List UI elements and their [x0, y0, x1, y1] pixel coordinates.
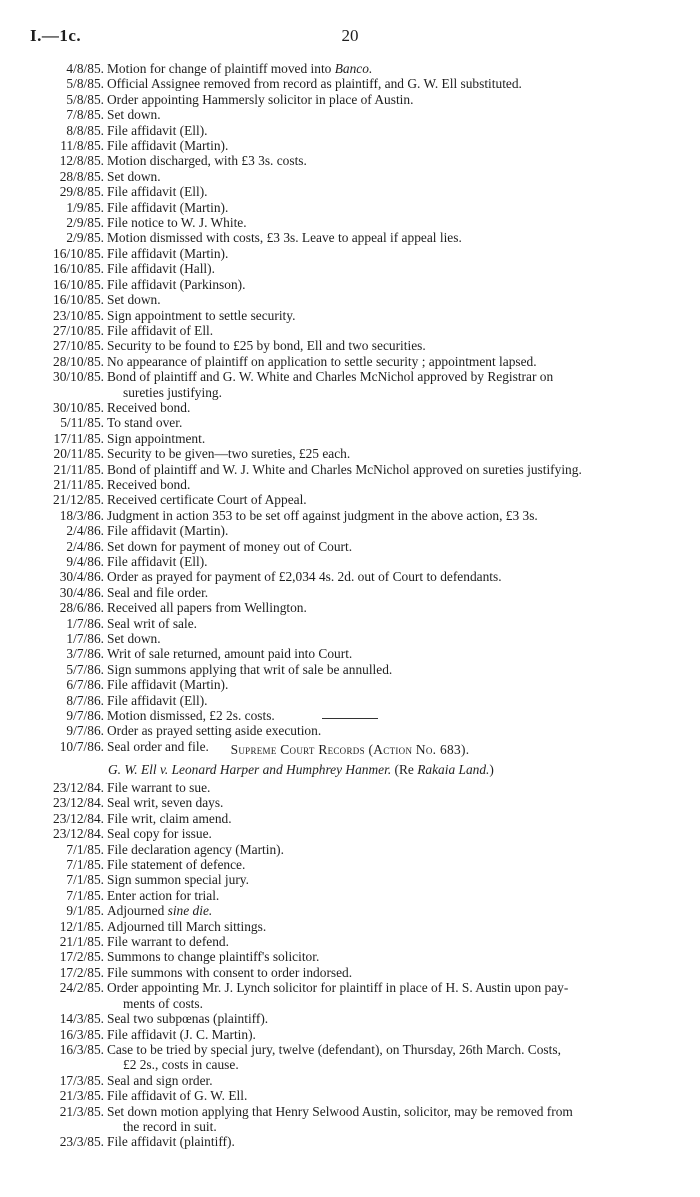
entry-row — [0, 569, 700, 584]
entry-text-main: Seal and sign order. — [107, 1072, 213, 1088]
entry-date: 10/7/86. — [59, 738, 104, 754]
entry-row — [0, 338, 700, 353]
entry-date: 9/4/86. — [66, 554, 104, 569]
entry-date: 21/1/85. — [59, 934, 104, 950]
entry-date: 2/4/86. — [66, 523, 104, 539]
entry-row — [0, 61, 700, 76]
entry-row — [0, 415, 700, 430]
entry-text-continuation: £2 2s., costs in cause. — [123, 1057, 239, 1073]
entry-date: 17/11/85. — [53, 430, 104, 446]
entry-row — [0, 646, 700, 661]
entry-row — [0, 888, 700, 903]
entry-text — [107, 523, 663, 538]
entries-list-action-683 — [0, 780, 700, 1150]
entry-date: 16/3/85. — [59, 1041, 104, 1057]
entry-row — [0, 857, 700, 872]
page-number: 20 — [341, 26, 359, 45]
entry-text — [107, 369, 663, 400]
entry-date: 21/3/85. — [59, 1088, 104, 1104]
entry-row — [0, 277, 700, 292]
entry-date: 18/3/86. — [59, 507, 104, 523]
entry-text — [107, 934, 663, 949]
entry-text — [107, 400, 663, 415]
entry-text — [107, 780, 663, 795]
entry-date: 1/7/86. — [66, 615, 104, 631]
entry-row — [0, 138, 700, 153]
entry-row — [0, 308, 700, 323]
entry-date: 1/7/86. — [66, 631, 104, 647]
entry-row — [0, 600, 700, 615]
entry-text — [107, 354, 663, 369]
entry-row — [0, 76, 700, 91]
entry-text-main: File affidavit (Martin). — [107, 138, 229, 154]
entry-text — [107, 1134, 663, 1149]
entry-text-continuation: ments of costs. — [123, 995, 203, 1011]
entry-text — [107, 1104, 663, 1135]
entry-text-main: File affidavit of G. W. Ell. — [107, 1088, 248, 1104]
entry-date: 23/12/84. — [53, 795, 104, 811]
entry-text-main: File writ, claim amend. — [107, 810, 232, 826]
entry-text — [107, 292, 663, 307]
entry-text-main: File affidavit (Martin). — [107, 677, 229, 693]
entry-text-main: Order as prayed for payment of £2,034 4s. 2d. out of Court to defendants. — [107, 569, 502, 585]
entry-text-main: Order as prayed setting aside execution. — [107, 723, 322, 739]
entry-date: 5/8/85. — [66, 76, 104, 92]
entry-row — [0, 842, 700, 857]
entry-text-main: No appearance of plaintiff on application to settle security ; appointment lapsed. — [107, 353, 537, 369]
entry-row — [0, 246, 700, 261]
entry-row — [0, 1027, 700, 1042]
entry-text-main: Motion for change of plaintiff moved into — [107, 61, 335, 76]
entry-text-main: Seal writ, seven days. — [107, 795, 224, 811]
entry-date: 17/3/85. — [59, 1072, 104, 1088]
entry-text — [107, 431, 663, 446]
entry-row — [0, 369, 700, 400]
entry-text — [107, 646, 663, 661]
entry-date: 9/7/86. — [66, 723, 104, 739]
section-divider — [322, 718, 378, 719]
entry-date: 28/6/86. — [59, 600, 104, 616]
entry-text — [107, 446, 663, 461]
entry-row — [0, 811, 700, 826]
entry-row — [0, 1042, 700, 1073]
entry-text — [107, 795, 663, 810]
entry-text-italic: sine die. — [167, 903, 213, 919]
entry-text — [107, 477, 663, 492]
entry-row — [0, 92, 700, 107]
entry-text — [107, 338, 663, 353]
entry-text — [107, 872, 663, 887]
entry-row — [0, 261, 700, 276]
entry-text-main: File notice to W. J. White. — [107, 215, 247, 231]
entry-row — [0, 215, 700, 230]
entry-text-main: Official Assignee removed from record as plaintiff, and G. W. Ell substituted. — [107, 76, 522, 92]
entry-date: 2/9/85. — [66, 230, 104, 246]
entry-text-main: File affidavit (Martin). — [107, 199, 229, 215]
entry-text-main: Seal order and file. — [107, 738, 209, 754]
entry-date: 4/8/85. — [66, 61, 104, 76]
entry-date: 5/7/86. — [66, 661, 104, 677]
entry-text-main: Set down for payment of money out of Court. — [107, 538, 353, 554]
entry-text-italic: Banco. — [334, 61, 373, 76]
entry-text-main: Seal and file order. — [107, 584, 209, 600]
entry-text-main: Set down. — [107, 292, 161, 308]
entry-date: 20/11/85. — [53, 446, 104, 462]
entry-text — [107, 662, 663, 677]
entry-text-main: Motion discharged, with £3 3s. costs. — [107, 153, 307, 169]
entry-text — [107, 215, 663, 230]
entry-text — [107, 323, 663, 338]
entry-text-main: File affidavit (Martin). — [107, 523, 229, 539]
entry-text-main: File affidavit (Hall). — [107, 261, 215, 277]
entry-text-main: Adjourned — [107, 903, 168, 919]
entry-date: 29/8/85. — [59, 184, 104, 200]
entry-date: 21/3/85. — [59, 1103, 104, 1119]
entry-text-main: File affidavit (Parkinson). — [107, 276, 246, 292]
entry-text — [107, 842, 663, 857]
entry-row — [0, 780, 700, 795]
entry-date: 27/10/85. — [53, 322, 104, 338]
entry-text-main: Motion dismissed with costs, £3 3s. Leave to appeal if appeal lies. — [107, 230, 462, 246]
entry-row — [0, 662, 700, 677]
entry-text — [107, 554, 663, 569]
entry-date: 14/3/85. — [59, 1011, 104, 1027]
entry-row — [0, 919, 700, 934]
entry-text-main: Received all papers from Wellington. — [107, 600, 307, 616]
entry-text — [107, 76, 663, 91]
case-caption — [108, 762, 494, 778]
entry-text-main: Set down. — [107, 168, 161, 184]
entry-text — [107, 1073, 663, 1088]
entry-date: 8/8/85. — [66, 122, 104, 138]
entry-row — [0, 354, 700, 369]
entry-text-main: Sign summons applying that writ of sale be annulled. — [107, 661, 393, 677]
entry-text — [107, 153, 663, 168]
entry-text — [107, 1042, 663, 1073]
entry-text — [107, 888, 663, 903]
entry-text-main: Sign appointment to settle security. — [107, 307, 296, 323]
entry-date: 24/2/85. — [59, 980, 104, 996]
entry-row — [0, 446, 700, 461]
entry-text — [107, 462, 663, 477]
entry-text-main: Order appointing Mr. J. Lynch solicitor for plaintiff in place of H. S. Austin upon pay- — [107, 980, 569, 996]
entry-row — [0, 708, 700, 723]
entry-text — [107, 949, 663, 964]
entry-text — [107, 919, 663, 934]
entry-text-main: File affidavit of Ell. — [107, 322, 214, 338]
entry-text-main: Set down. — [107, 631, 161, 647]
entry-text-continuation: sureties justifying. — [123, 384, 222, 400]
entry-text-main: To stand over. — [107, 415, 183, 431]
entry-date: 23/12/84. — [53, 780, 104, 795]
entry-row — [0, 1104, 700, 1135]
entry-text-main: Received certificate Court of Appeal. — [107, 492, 307, 508]
entry-text-main: Received bond. — [107, 476, 191, 492]
entry-row — [0, 677, 700, 692]
entry-date: 30/10/85. — [53, 369, 104, 385]
document-code: I.—1c. — [30, 26, 82, 45]
entry-date: 21/12/85. — [53, 492, 104, 508]
entry-text-main: File affidavit (Ell). — [107, 122, 208, 138]
entry-text-main: Motion dismissed, £2 2s. costs. — [107, 708, 275, 724]
entry-text — [107, 508, 663, 523]
entry-date: 1/9/85. — [66, 199, 104, 215]
entry-row — [0, 723, 700, 738]
entry-text — [107, 708, 663, 723]
entry-row — [0, 554, 700, 569]
entry-row — [0, 492, 700, 507]
entry-row — [0, 872, 700, 887]
entry-text — [107, 277, 663, 292]
entry-row — [0, 1088, 700, 1103]
entry-date: 6/7/86. — [66, 677, 104, 693]
entry-text-main: Bond of plaintiff and W. J. White and Charles McNichol approved on sureties justifying. — [107, 461, 582, 477]
entry-text-main: File warrant to defend. — [107, 934, 229, 950]
entry-row — [0, 200, 700, 215]
entry-text — [107, 826, 663, 841]
case-re-subject: Rakaia Land. — [417, 762, 490, 777]
entry-date: 5/8/85. — [66, 91, 104, 107]
entry-text-main: File statement of defence. — [107, 857, 246, 873]
entry-text-main: File affidavit (Martin). — [107, 245, 229, 261]
entry-text-main: File declaration agency (Martin). — [107, 841, 284, 857]
entry-text — [107, 600, 663, 615]
entry-text-main: File summons with consent to order indorsed. — [107, 964, 353, 980]
entry-text-main: Seal two subpœnas (plaintiff). — [107, 1011, 269, 1027]
entry-text — [107, 723, 663, 738]
entry-text — [107, 92, 663, 107]
entry-date: 28/8/85. — [59, 168, 104, 184]
entry-date: 16/10/85. — [53, 276, 104, 292]
entry-text — [107, 677, 663, 692]
entry-date: 12/8/85. — [59, 153, 104, 169]
entry-row — [0, 903, 700, 918]
entry-row — [0, 693, 700, 708]
entry-date: 30/4/86. — [59, 569, 104, 585]
entries-list-action-1 — [0, 61, 700, 754]
entry-row — [0, 1011, 700, 1026]
entry-text-main: Sign appointment. — [107, 430, 206, 446]
entry-text — [107, 261, 663, 276]
entry-text — [107, 308, 663, 323]
entry-text-main: File affidavit (Ell). — [107, 692, 208, 708]
entry-text — [107, 1027, 663, 1042]
entry-text — [107, 138, 663, 153]
entry-row — [0, 1073, 700, 1088]
entry-date: 9/1/85. — [66, 903, 104, 919]
entry-date: 11/8/85. — [60, 138, 104, 154]
entry-row — [0, 323, 700, 338]
entry-text-main: Bond of plaintiff and G. W. White and Charles McNichol approved by Registrar on — [107, 369, 554, 385]
entry-row — [0, 539, 700, 554]
entry-text — [107, 980, 663, 1011]
entry-row — [0, 795, 700, 810]
entry-row — [0, 826, 700, 841]
entry-date: 7/8/85. — [66, 107, 104, 123]
entry-date: 9/7/86. — [66, 708, 104, 724]
entry-date: 7/1/85. — [66, 887, 104, 903]
entry-text — [107, 1088, 663, 1103]
entry-date: 2/9/85. — [66, 215, 104, 231]
section-title: Supreme Court Records (Action No. 683). — [230, 742, 470, 757]
entry-text-main: Writ of sale returned, amount paid into Court. — [107, 646, 353, 662]
entry-text-continuation: the record in suit. — [123, 1118, 217, 1134]
entry-row — [0, 631, 700, 646]
entry-date: 7/1/85. — [66, 857, 104, 873]
entry-text-main: Summons to change plaintiff's solicitor. — [107, 949, 320, 965]
entry-text-main: File affidavit (Ell). — [107, 184, 208, 200]
entry-date: 17/2/85. — [59, 949, 104, 965]
entry-row — [0, 292, 700, 307]
entry-date: 16/10/85. — [53, 292, 104, 308]
entry-text — [107, 123, 663, 138]
entry-date: 23/12/84. — [53, 826, 104, 842]
entry-row — [0, 431, 700, 446]
entry-date: 27/10/85. — [53, 338, 104, 354]
entry-text — [107, 169, 663, 184]
entry-date: 8/7/86. — [66, 692, 104, 708]
entry-row — [0, 107, 700, 122]
entry-row — [0, 169, 700, 184]
entry-text-main: File warrant to sue. — [107, 780, 211, 795]
entry-text — [107, 811, 663, 826]
entry-text-main: Enter action for trial. — [107, 887, 220, 903]
entry-date: 7/1/85. — [66, 872, 104, 888]
entry-date: 16/3/85. — [59, 1026, 104, 1042]
entry-row — [0, 462, 700, 477]
entry-text — [107, 246, 663, 261]
entry-row — [0, 477, 700, 492]
entry-row — [0, 949, 700, 964]
entry-date: 21/11/85. — [53, 476, 104, 492]
entry-date: 2/4/86. — [66, 538, 104, 554]
entry-text-main: Received bond. — [107, 399, 191, 415]
entry-text — [107, 492, 663, 507]
entry-date: 3/7/86. — [66, 646, 104, 662]
entry-text — [107, 415, 663, 430]
entry-row — [0, 508, 700, 523]
entry-text — [107, 693, 663, 708]
entry-date: 23/10/85. — [53, 307, 104, 323]
entry-text-main: Security to be found to £25 by bond, Ell and two securities. — [107, 338, 426, 354]
entry-text-main: Sign summon special jury. — [107, 872, 249, 888]
entry-text — [107, 230, 663, 245]
entry-date: 28/10/85. — [53, 353, 104, 369]
entry-row — [0, 585, 700, 600]
entry-row — [0, 980, 700, 1011]
entry-text — [107, 631, 663, 646]
entry-date: 7/1/85. — [66, 841, 104, 857]
entry-text-main: Adjourned till March sittings. — [107, 918, 267, 934]
entry-text-main: Seal writ of sale. — [107, 615, 197, 631]
entry-text-main: Judgment in action 353 to be set off against judgment in the above action, £3 3s. — [107, 507, 538, 523]
entry-row — [0, 965, 700, 980]
entry-date: 5/11/85. — [60, 415, 104, 431]
case-re-suffix: ) — [489, 762, 494, 777]
entry-text-main: Seal copy for issue. — [107, 826, 212, 842]
entry-text — [107, 616, 663, 631]
entry-text-main: Security to be given—two sureties, £25 each. — [107, 446, 351, 462]
entry-date: 16/10/85. — [53, 261, 104, 277]
entry-text — [107, 539, 663, 554]
entry-text — [107, 184, 663, 199]
case-parties: G. W. Ell v. Leonard Harper and Humphrey Hanmer. — [108, 762, 392, 777]
entry-date: 21/11/85. — [53, 461, 104, 477]
entry-row — [0, 1134, 700, 1149]
entry-text-main: Set down. — [107, 107, 161, 123]
entry-date: 17/2/85. — [59, 964, 104, 980]
entry-text-main: Case to be tried by special jury, twelve (defendant), on Thursday, 26th March. Costs, — [107, 1041, 561, 1057]
entry-date: 30/10/85. — [53, 399, 104, 415]
entry-date: 12/1/85. — [59, 918, 104, 934]
entry-row — [0, 123, 700, 138]
entry-text-main: Set down motion applying that Henry Selwood Austin, solicitor, may be removed from — [107, 1103, 573, 1119]
entry-text-main: File affidavit (J. C. Martin). — [107, 1026, 256, 1042]
entry-row — [0, 616, 700, 631]
case-re-prefix: (Re — [394, 762, 418, 777]
entry-text-main: File affidavit (plaintiff). — [107, 1134, 235, 1150]
entry-text — [107, 1011, 663, 1026]
entry-text — [107, 903, 663, 918]
entry-text — [107, 585, 663, 600]
entry-date: 23/3/85. — [59, 1134, 104, 1150]
entry-row — [0, 153, 700, 168]
entry-row — [0, 934, 700, 949]
entry-text — [107, 61, 663, 76]
entry-row — [0, 184, 700, 199]
entry-text — [107, 965, 663, 980]
entry-text — [107, 569, 663, 584]
entry-date: 30/4/86. — [59, 584, 104, 600]
entry-date: 16/10/85. — [53, 245, 104, 261]
entry-row — [0, 230, 700, 245]
entry-text-main: File affidavit (Ell). — [107, 554, 208, 569]
entry-row — [0, 400, 700, 415]
entry-text — [107, 857, 663, 872]
entry-date: 23/12/84. — [53, 810, 104, 826]
entry-text-main: Order appointing Hammersly solicitor in place of Austin. — [107, 91, 414, 107]
entry-text — [107, 200, 663, 215]
entry-row — [0, 523, 700, 538]
entry-text — [107, 107, 663, 122]
